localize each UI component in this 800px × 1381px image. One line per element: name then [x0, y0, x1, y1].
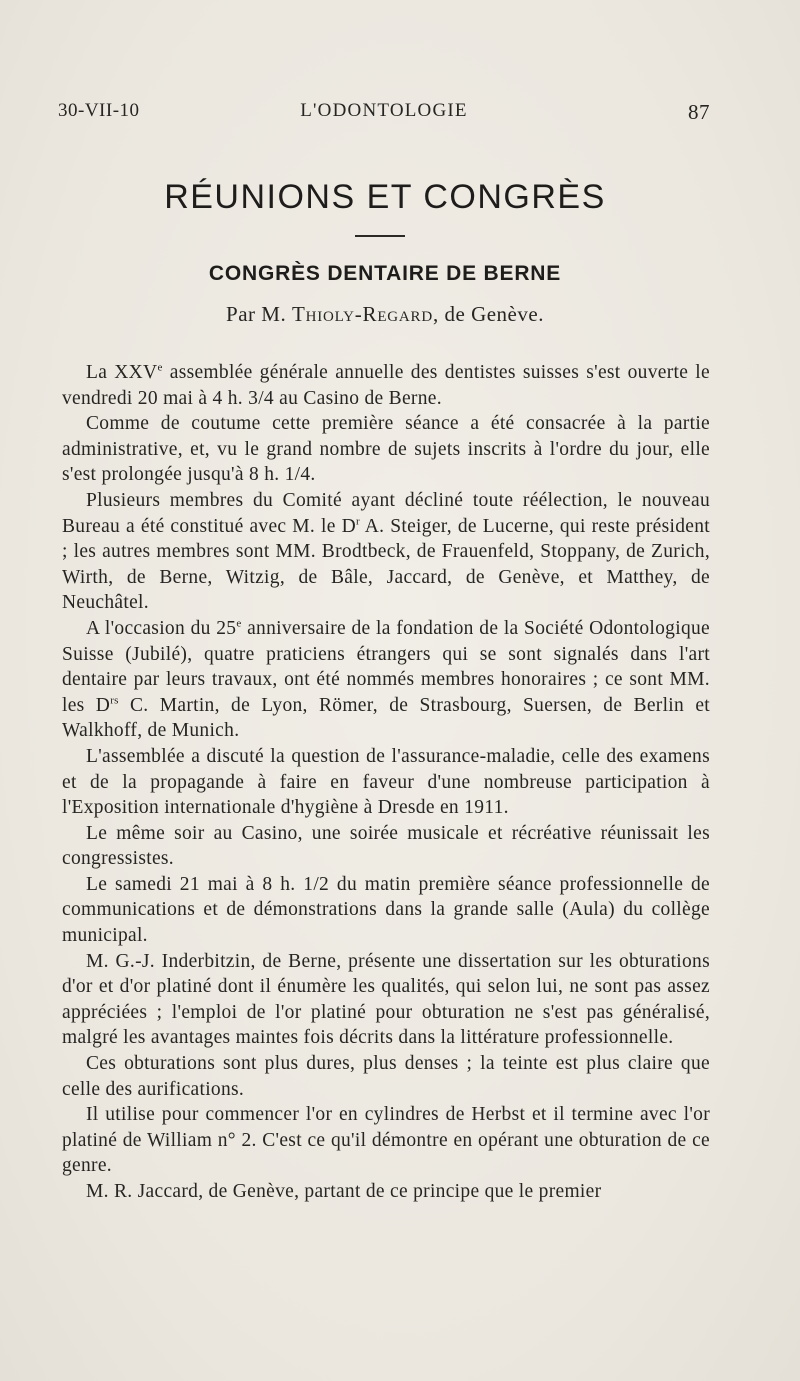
header-date: 30-VII-10 — [58, 100, 140, 121]
paragraph-text: Le samedi 21 mai à 8 h. 1/2 du matin première séance professionnelle de communications et de démonstrations dans la grande salle (Aula) du collège municipal. — [62, 873, 710, 947]
paragraph-text: A. Steiger, de Lucerne, qui reste président ; les autres membres sont MM. Brodtbeck, de Frauenfeld, Stoppany, de Zurich, Wirth, de Berne, Witzig, de Bâle, Jaccard, de Genève, et Matthey, de Neuchâtel. — [62, 515, 710, 614]
running-header — [58, 100, 710, 126]
paragraph-text: anniversaire de la fondation de la Société Odontologique Suisse (Jubilé), quatre praticiens étrangers qui se sont signalés dans l'art dentaire par leurs travaux, ont été nommés membres honoraires ; ce sont MM. les D — [62, 617, 710, 716]
superscript: rs — [110, 694, 119, 707]
section-title: RÉUNIONS ET CONGRÈS — [164, 178, 606, 216]
article-byline — [0, 302, 770, 327]
paragraph — [62, 411, 710, 488]
page-number: 87 — [688, 100, 710, 124]
paragraph — [62, 1102, 710, 1179]
article-body — [62, 360, 710, 1205]
paragraph — [62, 872, 710, 949]
title-divider — [355, 235, 405, 237]
paragraph-text: Comme de coutume cette première séance a été consacrée à la partie administrative, et, vu le grand nombre de sujets inscrits à l'ordre du jour, elle s'est prolongée jusqu'à 8 h. 1/4. — [62, 413, 710, 486]
paragraph — [62, 488, 710, 616]
byline-suffix: , de Genève. — [433, 302, 544, 326]
paragraph-text: L'assemblée a discuté la question de l'assurance-maladie, celle des examens et de la propagande à faire en faveur d'une nombreuse participation à l'Exposition internationale d'hygiène à Dresde en 1911. — [62, 745, 710, 819]
byline-prefix: Par M. — [226, 302, 287, 326]
article-title: CONGRÈS DENTAIRE DE BERNE — [208, 262, 562, 285]
paragraph-text: Le même soir au Casino, une soirée musicale et récréative réunissait les congressistes. — [62, 822, 710, 870]
paragraph-text: La XXV — [86, 362, 158, 383]
paragraph — [62, 744, 710, 821]
byline-author: Thioly-Regard — [291, 302, 433, 326]
paragraph — [62, 1179, 710, 1205]
paragraph-text: M. R. Jaccard, de Genève, partant de ce principe que le premier — [86, 1181, 602, 1202]
paragraph-text: A l'occasion du 25 — [86, 617, 237, 639]
header-journal-title: L'ODONTOLOGIE — [300, 100, 468, 121]
superscript: e — [157, 361, 163, 374]
paragraph-text: M. G.-J. Inderbitzin, de Berne, présente une dissertation sur les obturations d'or et d'or platiné dont il énumère les qualités, qui selon lui, ne sont pas assez appréciées ; l'emploi de l'or platiné pour obturation ne s'est pas généralisé, malgré les avantages maintes fois décrits dans la littérature professionnelle. — [62, 950, 710, 1049]
paragraph-text: C. Martin, de Lyon, Römer, de Strasbourg, Suersen, de Berlin et Walkhoff, de Munich. — [62, 694, 710, 742]
superscript: r — [355, 515, 360, 528]
paragraph-text: Il utilise pour commencer l'or en cylindres de Herbst et il termine avec l'or platiné de William n° 2. C'est ce qu'il démontre en opérant une obturation de ce genre. — [62, 1104, 710, 1177]
paragraph — [62, 1051, 710, 1102]
paragraph — [62, 616, 710, 744]
superscript: e — [236, 617, 242, 630]
paragraph-text: assemblée générale annuelle des dentistes suisses s'est ouverte le vendredi 20 mai à 4 h. 3/4 au Casino de Berne. — [62, 362, 710, 409]
paragraph — [62, 949, 710, 1051]
paragraph-text: Ces obturations sont plus dures, plus denses ; la teinte est plus claire que celle des aurifications. — [62, 1053, 710, 1100]
paragraph — [62, 821, 710, 872]
paragraph-text: Plusieurs membres du Comité ayant décliné toute réélection, le nouveau Bureau a été constitué avec M. le D — [62, 489, 710, 537]
paragraph — [62, 360, 710, 411]
